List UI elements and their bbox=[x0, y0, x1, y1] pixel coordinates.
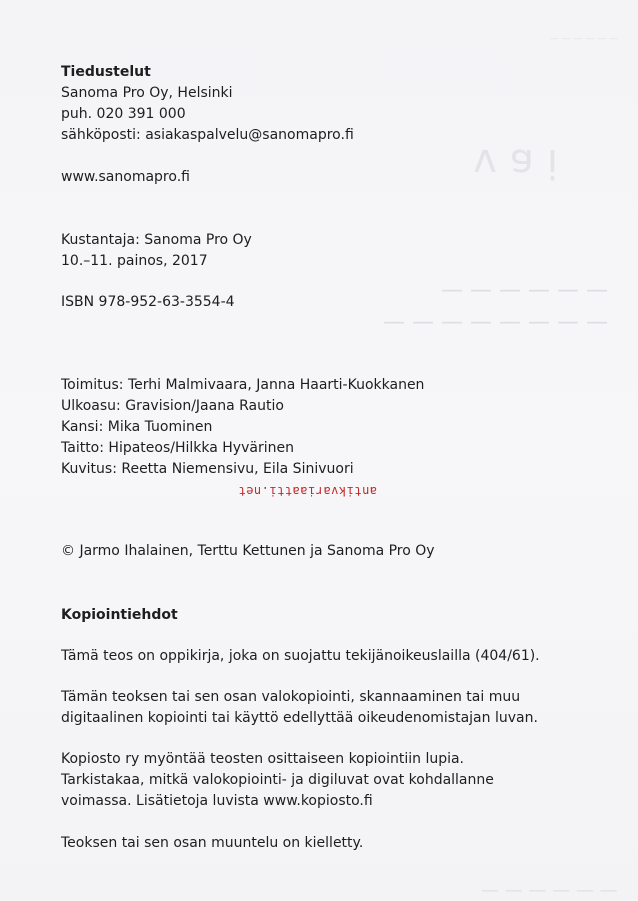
credit-line: Kansi: Mika Tuominen bbox=[61, 419, 213, 435]
website-link[interactable]: www.sanomapro.fi bbox=[61, 169, 190, 185]
inquiries-section bbox=[61, 62, 354, 146]
copying-paragraph-2 bbox=[61, 687, 538, 729]
credit-line: Taitto: Hipateos/Hilkka Hyvärinen bbox=[61, 440, 294, 456]
copying-paragraph-4 bbox=[61, 833, 363, 854]
antiquarian-stamp: antikvariaatti.net bbox=[238, 484, 378, 498]
copying-line: Kopiosto ry myöntää teosten osittaiseen kopiointiin lupia. bbox=[61, 751, 465, 767]
show-through-text: — — — — — — bbox=[549, 34, 618, 44]
isbn-line: ISBN 978-952-63-3554-4 bbox=[61, 294, 235, 310]
copying-paragraph-1 bbox=[61, 646, 540, 667]
credit-line: Ulkoasu: Gravision/Jaana Rautio bbox=[61, 398, 284, 414]
copying-line: digitaalinen kopiointi tai käyttö edellyttää oikeudenomistajan luvan. bbox=[61, 710, 538, 726]
inquiries-line: Sanoma Pro Oy, Helsinki bbox=[61, 85, 233, 101]
show-through-text: v a i bbox=[473, 140, 558, 186]
credit-line: Toimitus: Terhi Malmivaara, Janna Haarti-Kuokkanen bbox=[61, 377, 425, 393]
isbn-section bbox=[61, 292, 235, 313]
credit-line: Kuvitus: Reetta Niemensivu, Eila Sinivuori bbox=[61, 461, 354, 477]
copying-heading: Kopiointiehdot bbox=[61, 607, 178, 623]
inquiries-line: puh. 020 391 000 bbox=[61, 106, 186, 122]
show-through-text: — — — — — — — — bbox=[383, 310, 608, 335]
copying-paragraph-3 bbox=[61, 749, 494, 812]
edition-line: 10.–11. painos, 2017 bbox=[61, 253, 208, 269]
copying-line: Tarkistakaa, mitkä valokopiointi- ja digiluvat ovat kohdallanne bbox=[61, 772, 494, 788]
copyright-section bbox=[61, 541, 435, 562]
copying-heading-section bbox=[61, 605, 178, 626]
publisher-section bbox=[61, 230, 252, 272]
show-through-text: — — — — — — bbox=[481, 880, 618, 901]
publisher-line: Kustantaja: Sanoma Pro Oy bbox=[61, 232, 252, 248]
website-section bbox=[61, 167, 190, 188]
inquiries-line: sähköposti: asiakaspalvelu@sanomapro.fi bbox=[61, 127, 354, 143]
copying-line: Teoksen tai sen osan muuntelu on kielletty. bbox=[61, 835, 364, 851]
copying-line[interactable]: voimassa. Lisätietoja luvista www.kopiosto.fi bbox=[61, 793, 373, 809]
inquiries-heading: Tiedustelut bbox=[61, 64, 151, 80]
copyright-line: © Jarmo Ihalainen, Terttu Kettunen ja Sanoma Pro Oy bbox=[61, 543, 435, 559]
copying-line: Tämän teoksen tai sen osan valokopiointi, skannaaminen tai muu bbox=[61, 689, 521, 705]
show-through-text: — — — — — — bbox=[441, 278, 608, 303]
credits-section bbox=[61, 375, 424, 480]
copying-line: Tämä teos on oppikirja, joka on suojattu tekijänoikeuslailla (404/61). bbox=[61, 648, 540, 664]
